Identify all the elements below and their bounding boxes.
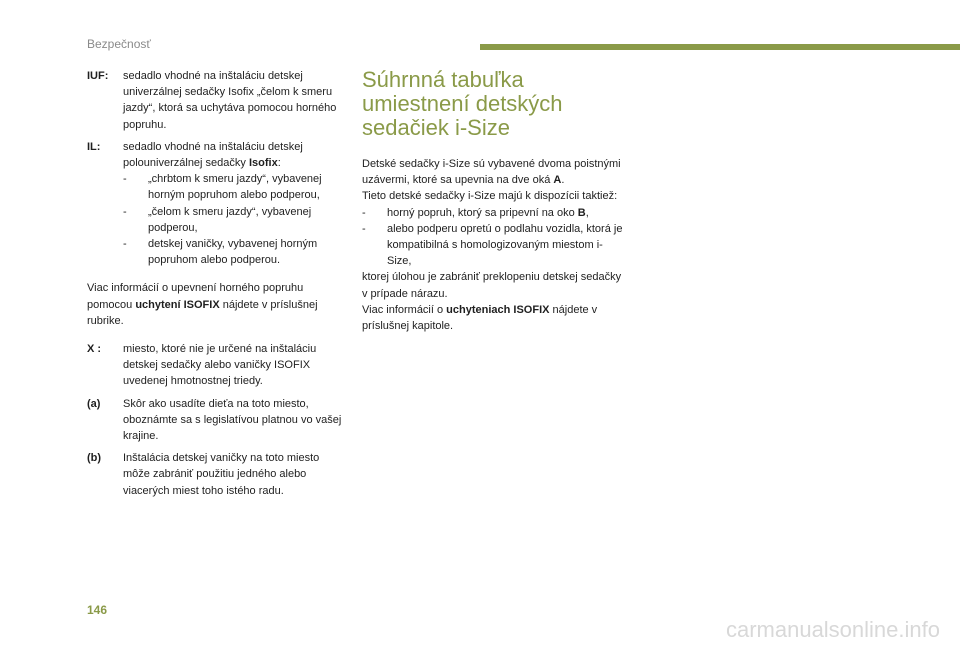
bullet1-end: ,	[585, 206, 589, 219]
section-title: Bezpečnosť	[87, 37, 151, 51]
header-bar	[480, 44, 960, 50]
info-text-bold: uchytení ISOFIX	[135, 298, 220, 311]
bullet1-text: horný popruh, ktorý sa pripevní na oko	[387, 206, 578, 219]
definition-b	[87, 450, 345, 499]
paragraph-1	[362, 156, 624, 188]
page-number: 146	[87, 603, 108, 617]
paragraph-3: ktorej úlohou je zabrániť preklopeniu detskej sedačky v prípade nárazu.	[362, 271, 622, 300]
il-bullet-text: „čelom k smeru jazdy“, vybavenej podperou,	[148, 205, 312, 234]
desc-il-colon: :	[277, 157, 281, 170]
paragraph-2: Tieto detské sedačky i-Size majú k dispozícii taktiež:	[362, 190, 618, 203]
right-bullet-1-text	[387, 205, 589, 221]
desc-b: Inštalácia detskej vaničky na toto miesto môže zabrániť použitiu jedného alebo viacerých miest toho istého radu.	[123, 452, 320, 497]
definition-iuf	[87, 68, 345, 133]
definition-x	[87, 341, 345, 390]
p1-bold: A	[553, 174, 562, 187]
il-bullet-3: - detskej vaničky, vybavenej horným popruhom alebo podperou.	[123, 236, 345, 268]
p1-text: Detské sedačky i-Size sú vybavené dvoma poistnými uzávermi, ktoré sa upevnia na dve oká	[362, 158, 621, 187]
right-bullet-2: - alebo podperu opretú o podlahu vozidla, ktorá je kompatibilná s homologizovaným miestom i-Size,	[362, 221, 624, 270]
right-bullet-2-text: alebo podperu opretú o podlahu vozidla, ktorá je kompatibilná s homologizovaným miestom i-Size,	[387, 222, 623, 268]
desc-il-bold: Isofix	[248, 157, 278, 170]
heading-line-3: sedačiek i-Size	[362, 115, 510, 140]
il-bullet-2: - „čelom k smeru jazdy“, vybavenej podperou,	[123, 204, 345, 236]
term-a: (a)	[87, 397, 101, 410]
desc-il	[123, 139, 345, 269]
info-text-a: Viac informácií o upevnení horného popruhu pomocou	[87, 282, 304, 311]
term-il: IL:	[87, 140, 101, 153]
il-bullet-text: „chrbtom k smeru jazdy“, vybavenej horným popruhom alebo podperou,	[148, 173, 322, 202]
heading-line-1: Súhrnná tabuľka	[362, 67, 524, 92]
il-bullet-text: detskej vaničky, vybavenej horným popruhom alebo podperou.	[148, 238, 318, 267]
definition-a	[87, 396, 345, 445]
definition-il	[87, 139, 345, 269]
term-iuf: IUF:	[87, 70, 109, 82]
bullet1-bold: B	[577, 206, 586, 219]
term-b: (b)	[87, 452, 102, 465]
p1-end: .	[561, 174, 565, 187]
p4-bold: uchyteniach ISOFIX	[446, 303, 550, 316]
desc-il-text: sedadlo vhodné na inštaláciu detskej polouniverzálnej sedačky	[123, 140, 303, 170]
desc-iuf: sedadlo vhodné na inštaláciu detskej univerzálnej sedačky Isofix „čelom k smeru jazdy“, ktorá sa uchytáva pomocou horného popruhu.	[123, 70, 337, 131]
left-column	[87, 68, 345, 505]
desc-x: miesto, ktoré nie je určené na inštaláciu detskej sedačky alebo vaničky ISOFIX uvedenej hmotnostnej triedy.	[123, 343, 317, 388]
info-paragraph	[87, 280, 345, 329]
summary-heading	[362, 68, 624, 140]
term-x: X :	[87, 343, 102, 356]
info-text-c: nájdete v príslušnej rubrike.	[87, 298, 318, 327]
il-bullet-1: - „chrbtom k smeru jazdy“, vybavenej horným popruhom alebo podperou,	[123, 171, 345, 203]
heading-line-2: umiestnení detských	[362, 91, 563, 116]
p4-text: Viac informácií o	[362, 303, 447, 316]
watermark: carmanualsonline.info	[725, 617, 940, 642]
right-bullet-1: - horný popruh, ktorý sa pripevní na oko B,	[362, 205, 624, 221]
desc-a: Skôr ako usadíte dieťa na toto miesto, oboznámte sa s legislatívou platnou vo vašej krajine.	[123, 397, 342, 443]
right-column	[362, 68, 624, 334]
p4-end: nájdete v príslušnej kapitole.	[362, 303, 598, 333]
paragraph-4	[362, 302, 624, 334]
